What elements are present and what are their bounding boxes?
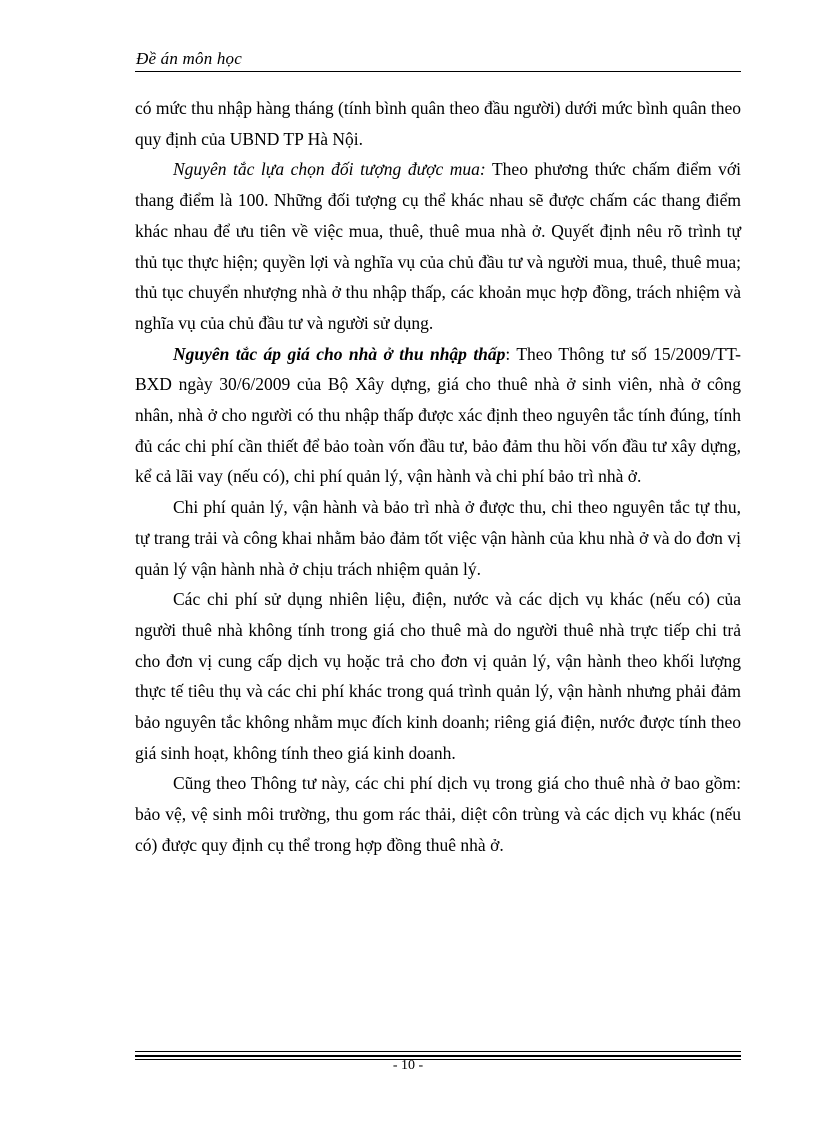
footer-divider-top bbox=[135, 1051, 741, 1052]
paragraph-lead-heading: Nguyên tắc lựa chọn đối tượng được mua: bbox=[173, 159, 486, 180]
paragraph-text: Theo phương thức chấm điểm với thang điểm là 100. Những đối tượng cụ thể khác nhau sẽ được chấm các thang điểm khác nhau để ưu tiên về việc mua, thuê, thuê mua nhà ở. Quyết định nêu rõ trình tự thủ tục thực hiện; quyền lợi và nghĩa vụ của chủ đầu tư và người mua, thuê, thuê mua; thủ tục chuyển nhượng nhà ở thu nhập thấp, các khoản mục hợp đồng, trách nhiệm và nghĩa vụ của chủ đầu tư và người sử dụng. bbox=[135, 159, 741, 333]
paragraph-lead-heading: Nguyên tắc áp giá cho nhà ở thu nhập thấp bbox=[173, 343, 506, 364]
paragraph-pricing-principle bbox=[135, 339, 741, 493]
paragraph-utility-costs bbox=[135, 584, 741, 768]
paragraph-service-costs bbox=[135, 768, 741, 860]
header-title: Đề án môn học bbox=[136, 49, 242, 68]
paragraph-text: Các chi phí sử dụng nhiên liệu, điện, nước và các dịch vụ khác (nếu có) của người thuê nhà không tính trong giá cho thuê mà do người thuê nhà trực tiếp chi trả cho đơn vị cung cấp dịch vụ hoặc trả cho đơn vị quản lý, vận hành theo khối lượng thực tế tiêu thụ và các chi phí khác trong quá trình quản lý, vận hành nhưng phải đảm bảo nguyên tắc không nhằm mục đích kinh doanh; riêng giá điện, nước được tính theo giá sinh hoạt, không tính theo giá kinh doanh. bbox=[135, 589, 741, 763]
footer-divider-middle bbox=[135, 1055, 741, 1057]
paragraph-text: có mức thu nhập hàng tháng (tính bình quân theo đầu người) dưới mức bình quân theo quy định của UBND TP Hà Nội. bbox=[135, 98, 741, 149]
document-body bbox=[135, 93, 741, 861]
paragraph-management-costs bbox=[135, 492, 741, 584]
paragraph-selection-principle bbox=[135, 154, 741, 338]
paragraph-text: : Theo Thông tư số 15/2009/TT-BXD ngày 30/6/2009 của Bộ Xây dựng, giá cho thuê nhà ở sinh viên, nhà ở công nhân, nhà ở cho người có thu nhập thấp được xác định theo nguyên tắc tính đúng, tính đủ các chi phí cần thiết để bảo toàn vốn đầu tư, bảo đảm thu hồi vốn đầu tư xây dựng, kể cả lãi vay (nếu có), chi phí quản lý, vận hành và chi phí bảo trì nhà ở. bbox=[135, 343, 742, 487]
paragraph-text: Cũng theo Thông tư này, các chi phí dịch vụ trong giá cho thuê nhà ở bao gồm: bảo vệ, vệ sinh môi trường, thu gom rác thải, diệt côn trùng và các dịch vụ khác (nếu có) được quy định cụ thể trong hợp đồng thuê nhà ở. bbox=[135, 773, 741, 855]
page-number: - 10 - bbox=[392, 1058, 424, 1073]
paragraph-continuation bbox=[135, 93, 741, 154]
paragraph-text: Chi phí quản lý, vận hành và bảo trì nhà ở được thu, chi theo nguyên tắc tự thu, tự trang trải và công khai nhằm bảo đảm tốt việc vận hành của khu nhà ở và do đơn vị quản lý vận hành nhà ở chịu trách nhiệm quản lý. bbox=[135, 497, 741, 579]
header-divider bbox=[135, 71, 741, 72]
